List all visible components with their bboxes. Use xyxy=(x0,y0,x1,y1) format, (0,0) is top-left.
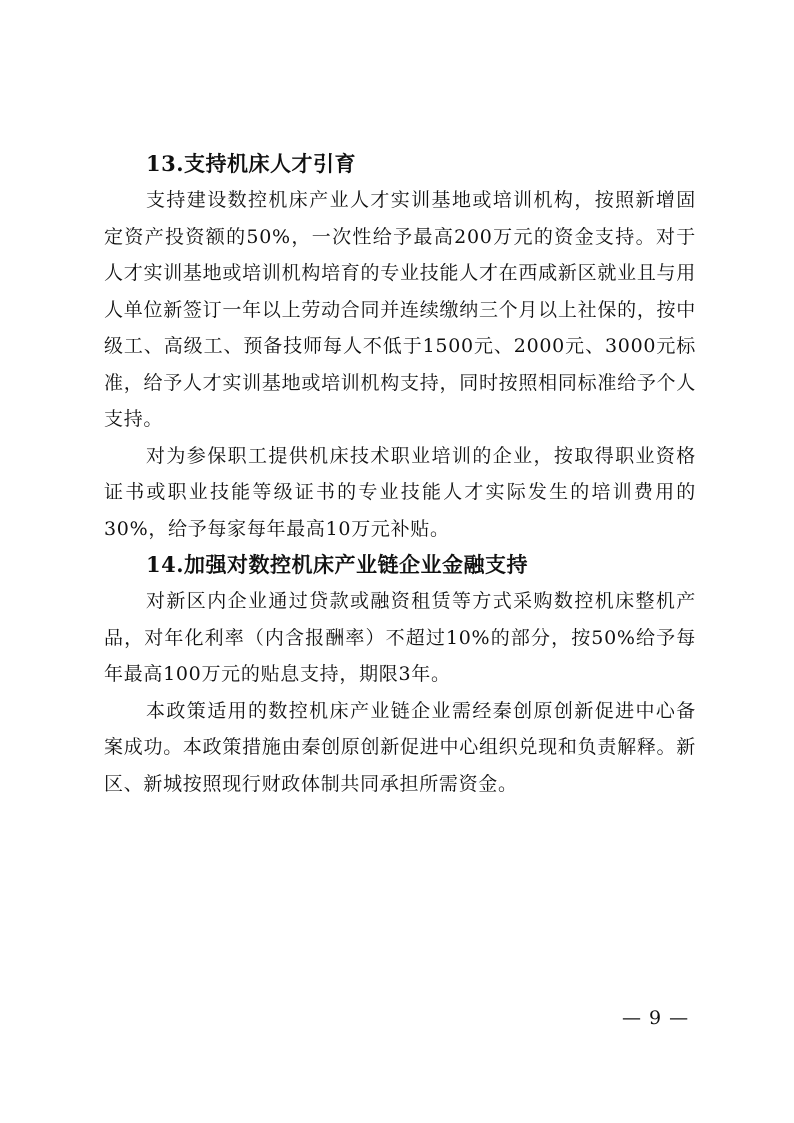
section-heading: 13.支持机床人才引育 xyxy=(146,151,357,176)
document-body xyxy=(104,146,696,802)
section-14 xyxy=(104,547,696,802)
paragraph: 对新区内企业通过贷款或融资租赁等方式采购数控机床整机产品，对年化利率（内含报酬率）不超过10%的部分，按50%给予每年最高100万元的贴息支持，期限3年。 xyxy=(104,590,696,685)
paragraph: 支持建设数控机床产业人才实训基地或培训机构，按照新增固定资产投资额的50%，一次性给予最高200万元的资金支持。对于人才实训基地或培训机构培育的专业技能人才在西咸新区就业且与用人单位新签订一年以上劳动合同并连续缴纳三个月以上社保的，按中级工、高级工、预备技师每人不低于1500元、2000元、3000元标准，给予人才实训基地或培训机构支持，同时按照相同标准给予个人支持。 xyxy=(104,189,696,430)
section-13 xyxy=(104,146,696,547)
paragraph: 对为参保职工提供机床技术职业培训的企业，按取得职业资格证书或职业技能等级证书的专业技能人才实际发生的培训费用的30%，给予每家每年最高10万元补贴。 xyxy=(104,444,696,540)
paragraph: 本政策适用的数控机床产业链企业需经秦创原创新促进中心备案成功。本政策措施由秦创原创新促进中心组织兑现和负责解释。新区、新城按照现行财政体制共同承担所需资金。 xyxy=(104,699,696,795)
page-number: — 9 — xyxy=(622,1007,690,1029)
section-heading: 14.加强对数控机床产业链企业金融支持 xyxy=(146,552,529,577)
